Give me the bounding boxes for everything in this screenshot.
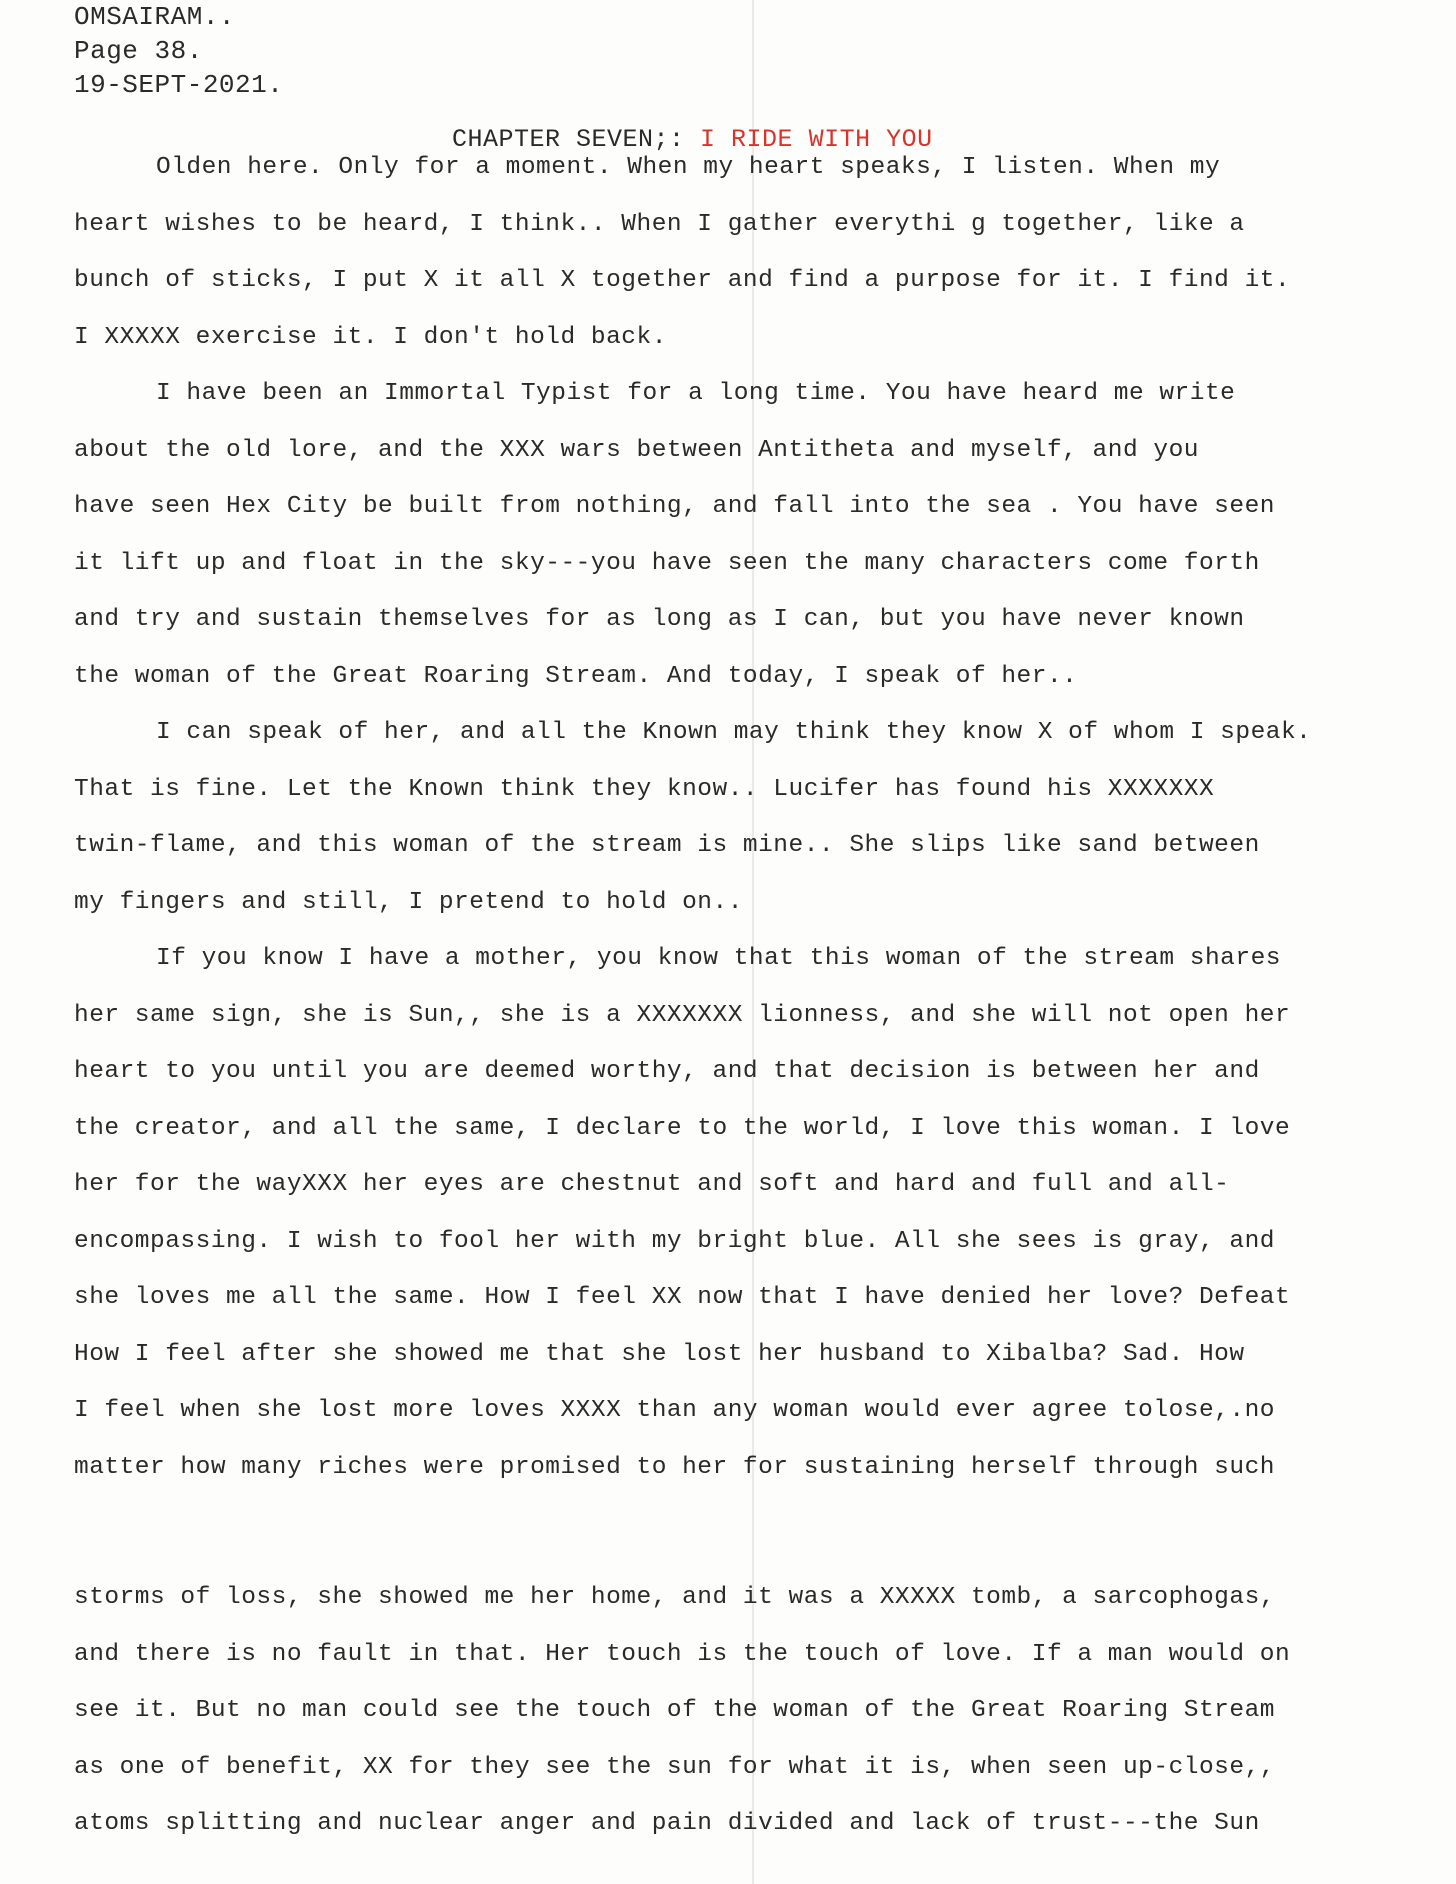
text-line: and try and sustain themselves for as long as I can, but you have never known (74, 606, 1245, 633)
text-line: I feel when she lost more loves XXXX than any woman would ever agree tolose,.no (74, 1397, 1275, 1424)
text-line: see it. But no man could see the touch of the woman of the Great Roaring Stream (74, 1697, 1275, 1724)
text-line: twin-flame, and this woman of the stream is mine.. She slips like sand between (74, 832, 1260, 859)
chapter-title-red: I RIDE WITH YOU (700, 125, 933, 154)
text-line: the woman of the Great Roaring Stream. And today, I speak of her.. (74, 662, 1078, 690)
text-line: as one of benefit, XX for they see the sun for what it is, when seen up-close,, (74, 1753, 1275, 1781)
text-line: encompassing. I wish to fool her with my bright blue. All she sees is gray, and (74, 1227, 1275, 1255)
text-line: and there is no fault in that. Her touch is the touch of love. If a man would on (74, 1640, 1291, 1668)
text-line: it lift up and float in the sky---you have seen the many characters come forth (74, 549, 1260, 577)
text-line: I can speak of her, and all the Known may think they know X of whom I speak. (156, 719, 1312, 746)
text-line: Olden here. Only for a moment. When my heart speaks, I listen. When my (156, 154, 1221, 181)
text-line: her same sign, she is Sun,, she is a XXXXXXX lionness, and she will not open her (74, 1001, 1291, 1029)
text-line: I XXXXX exercise it. I don't hold back. (74, 323, 667, 351)
body-text-upper (74, 140, 1424, 1496)
text-line: atoms splitting and nuclear anger and pain divided and lack of trust---the Sun (74, 1810, 1260, 1837)
text-line: heart wishes to be heard, I think.. When I gather everythi g together, like a (74, 210, 1245, 238)
text-line: my fingers and still, I pretend to hold on.. (74, 888, 743, 916)
text-line: bunch of sticks, I put X it all X together and find a purpose for it. I find it. (74, 267, 1291, 294)
text-line: heart to you until you are deemed worthy, and that decision is between her and (74, 1058, 1260, 1085)
text-line: her for the wayXXX her eyes are chestnut and soft and hard and full and all- (74, 1171, 1230, 1198)
body-text-lower (74, 1570, 1424, 1853)
text-line: have seen Hex City be built from nothing, and fall into the sea . You have seen (74, 493, 1275, 520)
header-page-number: Page 38. (74, 36, 203, 66)
text-line: the creator, and all the same, I declare to the world, I love this woman. I love (74, 1114, 1291, 1142)
page-header (74, 0, 283, 102)
header-date: 19-SEPT-2021. (74, 70, 284, 100)
text-line: she loves me all the same. How I feel XX now that I have denied her love? Defeat (74, 1284, 1291, 1311)
text-line: storms of loss, she showed me her home, and it was a XXXXX tomb, a sarcophogas, (74, 1584, 1275, 1611)
text-line: How I feel after she showed me that she lost her husband to Xibalba? Sad. How (74, 1340, 1245, 1368)
text-line: If you know I have a mother, you know that this woman of the stream shares (156, 945, 1281, 972)
text-line: I have been an Immortal Typist for a long time. You have heard me write (156, 380, 1236, 407)
header-salutation: OMSAIRAM.. (74, 2, 236, 32)
text-line: That is fine. Let the Known think they know.. Lucifer has found his XXXXXXX (74, 775, 1215, 803)
chapter-title-prefix: CHAPTER SEVEN;: (452, 125, 701, 154)
text-line: about the old lore, and the XXX wars between Antitheta and myself, and you (74, 436, 1199, 464)
text-line: matter how many riches were promised to her for sustaining herself through such (74, 1453, 1275, 1481)
